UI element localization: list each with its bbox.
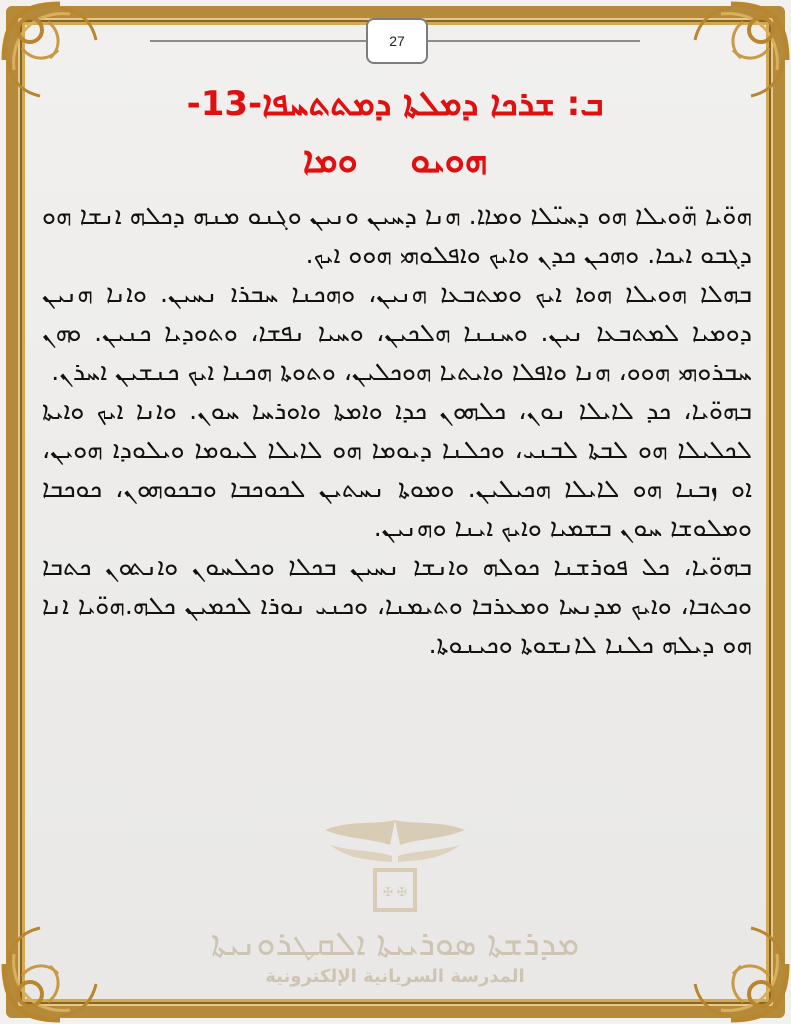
page-number: 27 [366,18,428,64]
watermark-syriac-text: ܡܕܪܫܬܐ ܣܘܪܝܝܬܐ ܐܠܩܛܪܘܢܝܬܐ [210,924,580,964]
paragraph: ܒܗܠܐ ܗܘܝܠܐ ܗܘܐ ܐܝܟ ܘܡܬܒܥܐ ܗܢܝܢ، ܘܗܟܢܐ ܚܒܪܐ ܢܚܝܢ. ܘܐܢܐ ܗܢܝܢ ܕܘܡܝܐ ܠܡܬܒܥܐ ܢܝܢ. ܘܚܢܢܐ ܗܠܟܝܢ، ܘܚܝܐ ܢܦܫܐ، ܘܬܘܕܝܐ ܟܢܝܢ. ܘܗܢ ܚܒܪܘܗܝ ܗܘܘ، ܗܢܐ ܘܐܦܠܐ ܘܐܝܬܝܐ ܗܘܟܠܝܢ، ܘܬܘܬܐ ܗܟܢܐ ܐܝܟ ܟܢܫܝܢ ܐܚܪܢ. [42,279,752,386]
winged-emblem-icon [320,800,470,920]
school-watermark [180,800,610,1010]
ornament-corner-icon [0,914,110,1024]
topic-title: ܗܘܝܘ ܘܡܐ [302,140,488,181]
watermark-arabic-text: المدرسة السريانية الإلكترونية [265,966,525,987]
body-text [42,196,752,664]
ornament-corner-icon [681,914,791,1024]
svg-text:✠ ✠: ✠ ✠ [383,885,407,899]
paragraph: ܗܘ̈ܝܐ ܗ̈ܘܝܠܐ ܗܘ ܕܚܝ̈ܠܐ ܘܡܐܐ. ܗܢܐ ܕܚܝܢ ܘܢܝܢ ܘܓܢܘ ܡܢܗ ܕܟܠܗ ܐܢܫܐ ܗܘ ܕܓܒܘ ܐܝܟܐ. ܘܗܟܢ ܟܕܢ ܘܐܝܟ ܘܐܦܠܘܗܝ ܗܘܘ ܐܝܟ. [42,201,752,269]
paragraph: ܒܗܘ̈ܝܐ، ܟܠ ܦܘܪܫܢܐ ܟܘܠܗ ܘܐܢܫܐ ܢܚܝܢ ܒܟܠܐ ܘܟܠܚܘܢ ܘܐܢܬܘܢ ܟܬܒܐ ܘܟܬܒܐ، ܘܐܝܟ ܡܕܢܚܐ ܘܡܥܪܒܐ ܘܬܝܡܢܐ، ܘܟܢܝ ܢܘܪܐ ܠܟܡܝܢ ܟܠܗ.ܗܘ̈ܝܐ ܐܢܐ ܗܘ ܕܝܠܗ ܟܠܢܐ ܠܐܢܫܘܬܐ ܘܟܝܢܘܬܐ. [42,552,752,659]
lesson-title: ܒ: ܫܪܟܐ ܕܡܠܬܐ ܕܡܬܬܚܦܐ-13- [186,84,604,124]
paragraph: ܒܗܘ̈ܝܐ، ܟܕ ܠܐܝܠܐ ܢܘܢ، ܟܠܗܘܢ ܟܕܐ ܘܐܡܬܐ ܘܐܘܪܚܐ ܚܘܢ. ܘܐܢܐ ܐܝܟ ܘܐܝܬܐ ܠܟܠܝܠܐ ܗܘ ܠܒܬܐ ܠܒܢܝ، ܘܟܠܢܐ ܕܝܘܡܐ ܗܘ ܠܐܝܠܐ ܠܝܘܡܐ ܘܝܠܘܕܐ ܗܘܝܢ، ܐܘ ܙܒܢܐ ܗܘ ܠܐܝܠܐ ܗܟܝܠܝܢ. ܘܡܘܬܐ ܢܚܬܝܢ ܠܟܘܟܒܐ ܘܒܟܘܗܘܢ، ܟܘܟܒܐ ܘܡܠܘܫܐ ܚܘܢ ܒܫܡܝܐ ܘܐܝܟ ܐܝܢܐ ܘܗܢܝܢ. [42,396,752,542]
